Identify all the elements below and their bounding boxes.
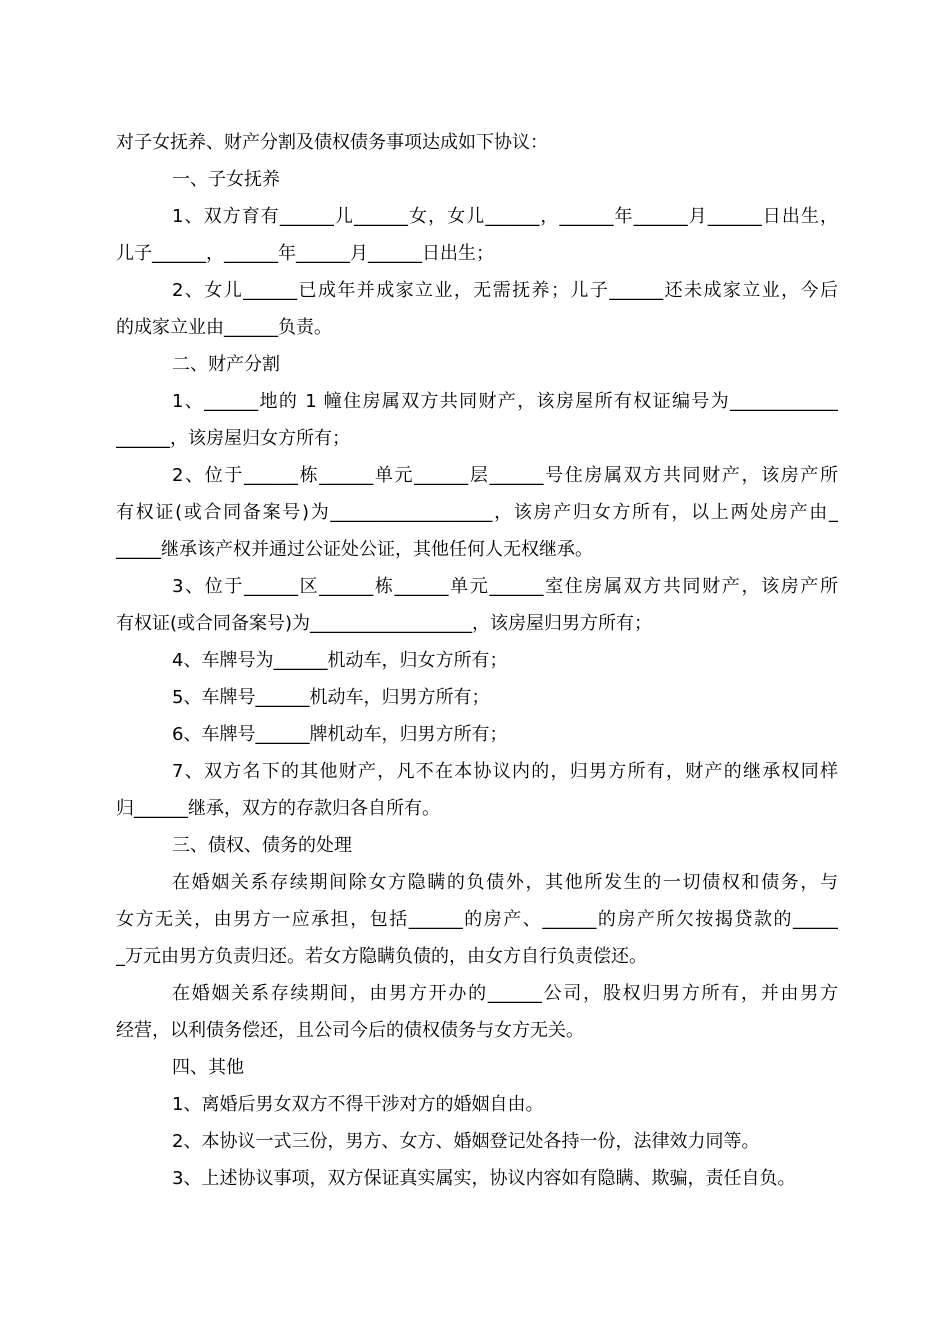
document-line: 儿子______，______年______月______日出生； [116, 243, 494, 264]
document-page [116, 124, 838, 1197]
document-line: 一、子女抚养 [172, 169, 280, 190]
document-line: 2、本协议一式三份，男方、女方、婚姻登记处各持一份，法律效力同等。 [172, 1131, 760, 1152]
document-line: 2、女儿______已成年并成家立业，无需抚养；儿子______还未成家立业，今后 [172, 280, 838, 301]
document-line: 1、______地的 1 幢住房属双方共同财产，该房屋所有权证编号为____________ [172, 391, 838, 412]
document-line: 四、其他 [172, 1057, 244, 1078]
document-line: 三、债权、债务的处理 [172, 835, 352, 856]
document-line: 4、车牌号为______机动车，归女方所有； [172, 650, 508, 671]
document-line: 归______继承，双方的存款归各自所有。 [116, 798, 440, 819]
document-line: 二、财产分割 [172, 354, 280, 375]
document-line: 7、双方名下的其他财产，凡不在本协议内的，归男方所有，财产的继承权同样 [172, 761, 838, 782]
document-line: 5、车牌号______机动车，归男方所有； [172, 687, 490, 708]
document-line: 6、车牌号______牌机动车，归男方所有； [172, 724, 508, 745]
document-line: _万元由男方负责归还。若女方隐瞒负债的，由女方自行负责偿还。 [116, 946, 647, 967]
document-line: 3、上述协议事项，双方保证真实属实，协议内容如有隐瞒、欺骗，责任自负。 [172, 1168, 796, 1189]
document-line: _____继承该产权并通过公证处公证，其他任何人无权继承。 [116, 539, 593, 560]
document-line: 的成家立业由______负责。 [116, 317, 332, 338]
document-line: ______，该房屋归女方所有； [116, 428, 350, 449]
document-line: 对子女抚养、财产分割及债权债务事项达成如下协议： [116, 132, 548, 153]
document-line: 3、位于______区______栋______单元______室住房属双方共同财产，该房产所 [172, 576, 838, 597]
document-line: 有权证(或合同备案号)为__________________，该房产归女方所有，以上两处房产由_ [116, 502, 838, 523]
document-line: 经营，以利债务偿还，且公司今后的债权债务与女方无关。 [116, 1020, 584, 1041]
document-line: 1、离婚后男女双方不得干涉对方的婚姻自由。 [172, 1094, 544, 1115]
document-line: 在婚姻关系存续期间，由男方开办的______公司，股权归男方所有，并由男方 [172, 983, 838, 1004]
document-line: 2、位于______栋______单元______层______号住房属双方共同财产，该房产所 [172, 465, 838, 486]
document-line: 女方无关，由男方一应承担，包括______的房产、______的房产所欠按揭贷款的_____ [116, 909, 838, 930]
document-line: 在婚姻关系存续期间除女方隐瞒的负债外，其他所发生的一切债权和债务，与 [172, 872, 838, 893]
document-line: 有权证(或合同备案号)为__________________，该房屋归男方所有； [116, 613, 653, 634]
document-line: 1、双方育有______儿______女，女儿______，______年______月______日出生， [172, 206, 838, 227]
